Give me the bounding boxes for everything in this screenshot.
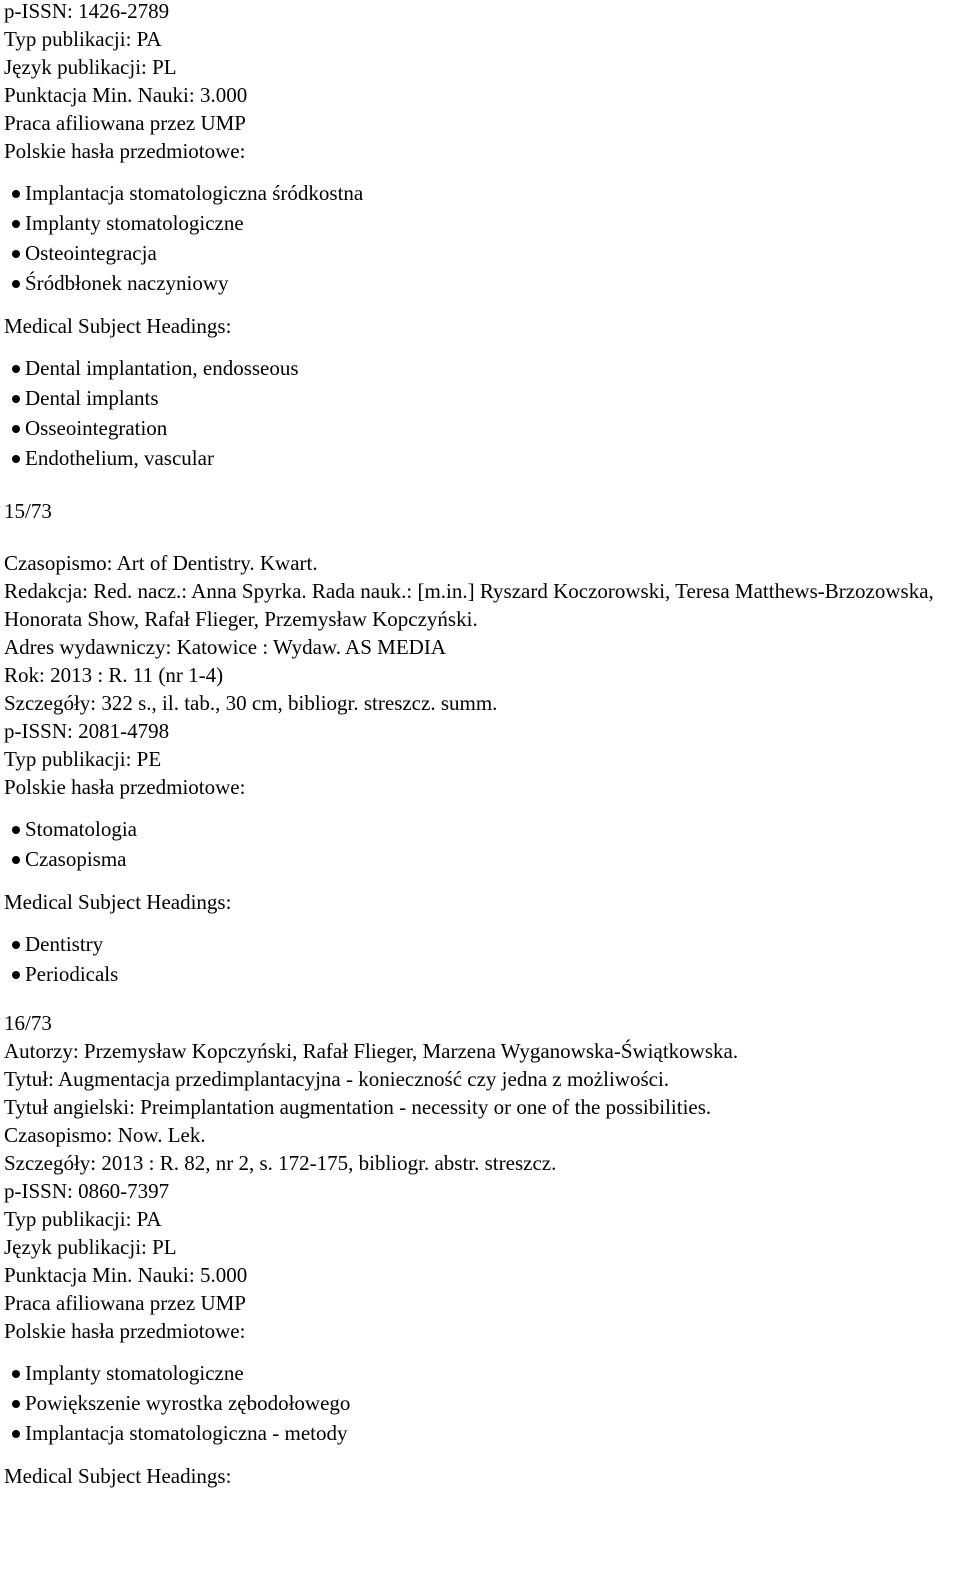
list-item: Dentistry: [4, 929, 956, 959]
year-line: Rok: 2013 : R. 11 (nr 1-4): [4, 663, 224, 687]
mesh-label: Medical Subject Headings:: [4, 314, 232, 338]
publisher-line: Adres wydawniczy: Katowice : Wydaw. AS MEDIA: [4, 635, 446, 659]
list-item: Stomatologia: [4, 814, 956, 844]
list-item: Endothelium, vascular: [4, 443, 956, 473]
mesh-label: Medical Subject Headings:: [4, 890, 232, 914]
authors-line: Autorzy: Przemysław Kopczyński, Rafał Flieger, Marzena Wyganowska-Świątkowska.: [4, 1039, 739, 1063]
issn-line: p-ISSN: 0860-7397: [4, 1179, 170, 1203]
bullet-icon: [12, 425, 20, 433]
bullet-icon: [12, 280, 20, 288]
list-item: Dental implantation, endosseous: [4, 353, 956, 383]
issn-line: p-ISSN: 2081-4798: [4, 719, 170, 743]
pl-subjects-list: [4, 1358, 956, 1448]
record-16: [4, 1009, 956, 1490]
journal-line: Czasopismo: Art of Dentistry. Kwart.: [4, 551, 318, 575]
publication-type-line: Typ publikacji: PA: [4, 27, 162, 51]
list-item: Dental implants: [4, 383, 956, 413]
list-item: Śródbłonek naczyniowy: [4, 268, 956, 298]
issn-line: p-ISSN: 1426-2789: [4, 0, 170, 23]
list-item: Implantacja stomatologiczna śródkostna: [4, 178, 956, 208]
bullet-icon: [12, 856, 20, 864]
record-14: [4, 0, 956, 473]
pl-subjects-list: [4, 178, 956, 298]
list-item: Osteointegracja: [4, 238, 956, 268]
language-line: Język publikacji: PL: [4, 1235, 177, 1259]
bullet-icon: [12, 941, 20, 949]
pl-subjects-list: [4, 814, 956, 874]
publication-type-line: Typ publikacji: PA: [4, 1207, 162, 1231]
bullet-icon: [12, 971, 20, 979]
title-en-line: Tytuł angielski: Preimplantation augmentation - necessity or one of the possibilities.: [4, 1095, 712, 1119]
pl-subjects-label: Polskie hasła przedmiotowe:: [4, 1319, 246, 1343]
bullet-icon: [12, 1430, 20, 1438]
affiliation-line: Praca afiliowana przez UMP: [4, 1291, 246, 1315]
language-line: Język publikacji: PL: [4, 55, 177, 79]
list-item: Implantacja stomatologiczna - metody: [4, 1418, 956, 1448]
record-number: 15/73: [4, 499, 52, 523]
record-15: [4, 497, 956, 989]
bullet-icon: [12, 190, 20, 198]
bibliography-page: [4, 0, 956, 1490]
list-item: Czasopisma: [4, 844, 956, 874]
bullet-icon: [12, 1370, 20, 1378]
bullet-icon: [12, 250, 20, 258]
bullet-icon: [12, 220, 20, 228]
list-item: Implanty stomatologiczne: [4, 1358, 956, 1388]
bullet-icon: [12, 1400, 20, 1408]
pl-subjects-label: Polskie hasła przedmiotowe:: [4, 775, 246, 799]
list-item: Powiększenie wyrostka zębodołowego: [4, 1388, 956, 1418]
points-line: Punktacja Min. Nauki: 5.000: [4, 1263, 248, 1287]
bullet-icon: [12, 826, 20, 834]
editors-line: Redakcja: Red. nacz.: Anna Spyrka. Rada nauk.: [m.in.] Ryszard Koczorowski, Teresa Matthews-Brzozowska, Honorata Show, Rafał Flieger, Przemysław Kopczyński.: [4, 579, 934, 631]
details-line: Szczegóły: 322 s., il. tab., 30 cm, bibliogr. streszcz. summ.: [4, 691, 498, 715]
title-line: Tytuł: Augmentacja przedimplantacyjna - konieczność czy jedna z możliwości.: [4, 1067, 670, 1091]
mesh-list: [4, 353, 956, 473]
bullet-icon: [12, 365, 20, 373]
mesh-label: Medical Subject Headings:: [4, 1464, 232, 1488]
bullet-icon: [12, 395, 20, 403]
journal-line: Czasopismo: Now. Lek.: [4, 1123, 206, 1147]
affiliation-line: Praca afiliowana przez UMP: [4, 111, 246, 135]
list-item: Periodicals: [4, 959, 956, 989]
pl-subjects-label: Polskie hasła przedmiotowe:: [4, 139, 246, 163]
publication-type-line: Typ publikacji: PE: [4, 747, 162, 771]
record-number: 16/73: [4, 1011, 52, 1035]
bullet-icon: [12, 455, 20, 463]
mesh-list: [4, 929, 956, 989]
list-item: Implanty stomatologiczne: [4, 208, 956, 238]
points-line: Punktacja Min. Nauki: 3.000: [4, 83, 248, 107]
list-item: Osseointegration: [4, 413, 956, 443]
details-line: Szczegóły: 2013 : R. 82, nr 2, s. 172-175, bibliogr. abstr. streszcz.: [4, 1151, 557, 1175]
